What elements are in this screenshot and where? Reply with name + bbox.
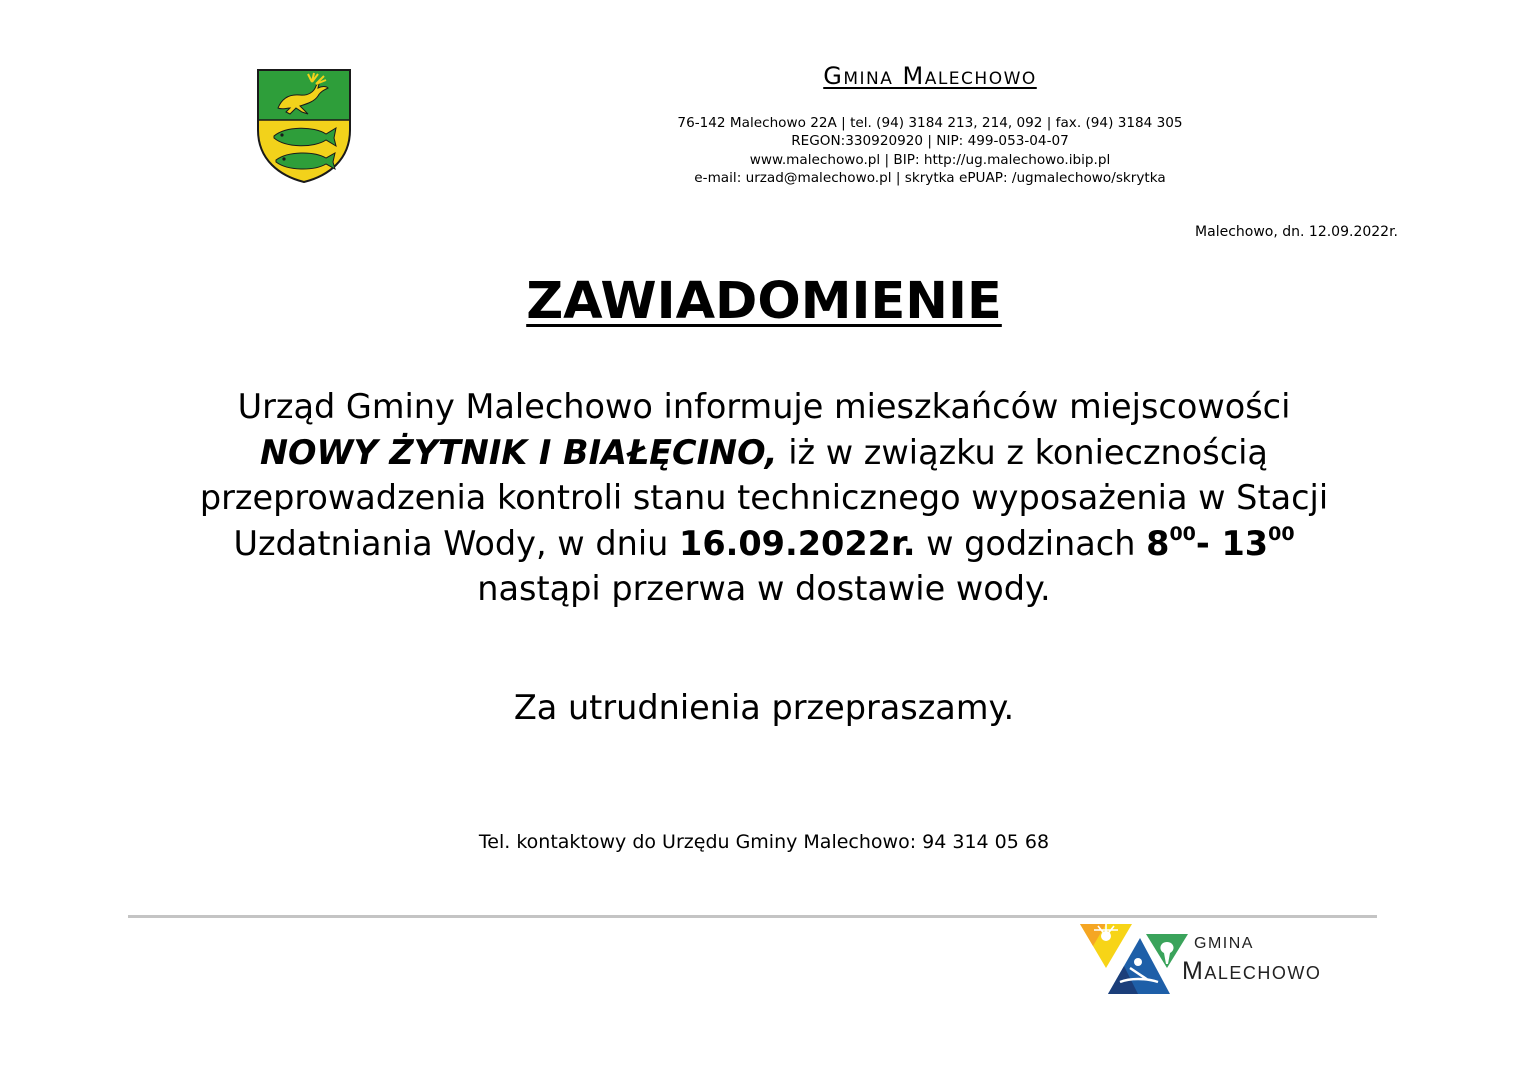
address-line: 76-142 Malechowo 22A | tel. (94) 3184 213, 214, 092 | fax. (94) 3184 305 [677,115,1183,131]
notice-reason: iż w związku z koniecznością przeprowadzenia kontroli stanu technicznego wyposażenia w Stacji Uzdatniania Wody, w dniu [199,432,1329,563]
coat-of-arms-icon [256,68,352,184]
municipality-contact-info [560,114,1300,188]
outage-date: 16.09.2022r. [679,523,916,563]
footer-logo-gmina: GMINA [1194,935,1254,952]
contact-phone: Tel. kontaktowy do Urzędu Gminy Malechowo: 94 314 05 68 [478,831,1050,853]
hours-label: w godzinach [915,523,1147,563]
footer-divider [128,915,1377,918]
notice-body [130,384,1398,612]
email-line: e-mail: urzad@malechowo.pl | skrytka ePUAP: /ugmalechowo/skrytka [694,170,1166,187]
affected-locations: NOWY ŻYTNIK I BIAŁĘCINO, [260,432,778,472]
notice-intro: Urząd Gminy Malechowo informuje mieszkańców miejscowości [237,387,1291,426]
municipality-title: Gmina Malechowo [823,62,1037,90]
apology-text: Za utrudnienia przepraszamy. [513,688,1015,727]
footer-logo-malechowo: Malechowo [1182,957,1322,985]
document-title: ZAWIADOMIENIE [526,272,1002,331]
outage-hours: $8^{00}-$ $13^{00}$ [1146,522,1295,563]
outage-statement: nastąpi przerwa w dostawie wody. [477,569,1051,608]
document-date: Malechowo, dn. 12.09.2022r. [1195,224,1398,240]
regon-nip-line: REGON:330920920 | NIP: 499-053-04-07 [791,133,1069,150]
website-line: www.malechowo.pl | BIP: http://ug.malechowo.ibip.pl [749,151,1111,168]
